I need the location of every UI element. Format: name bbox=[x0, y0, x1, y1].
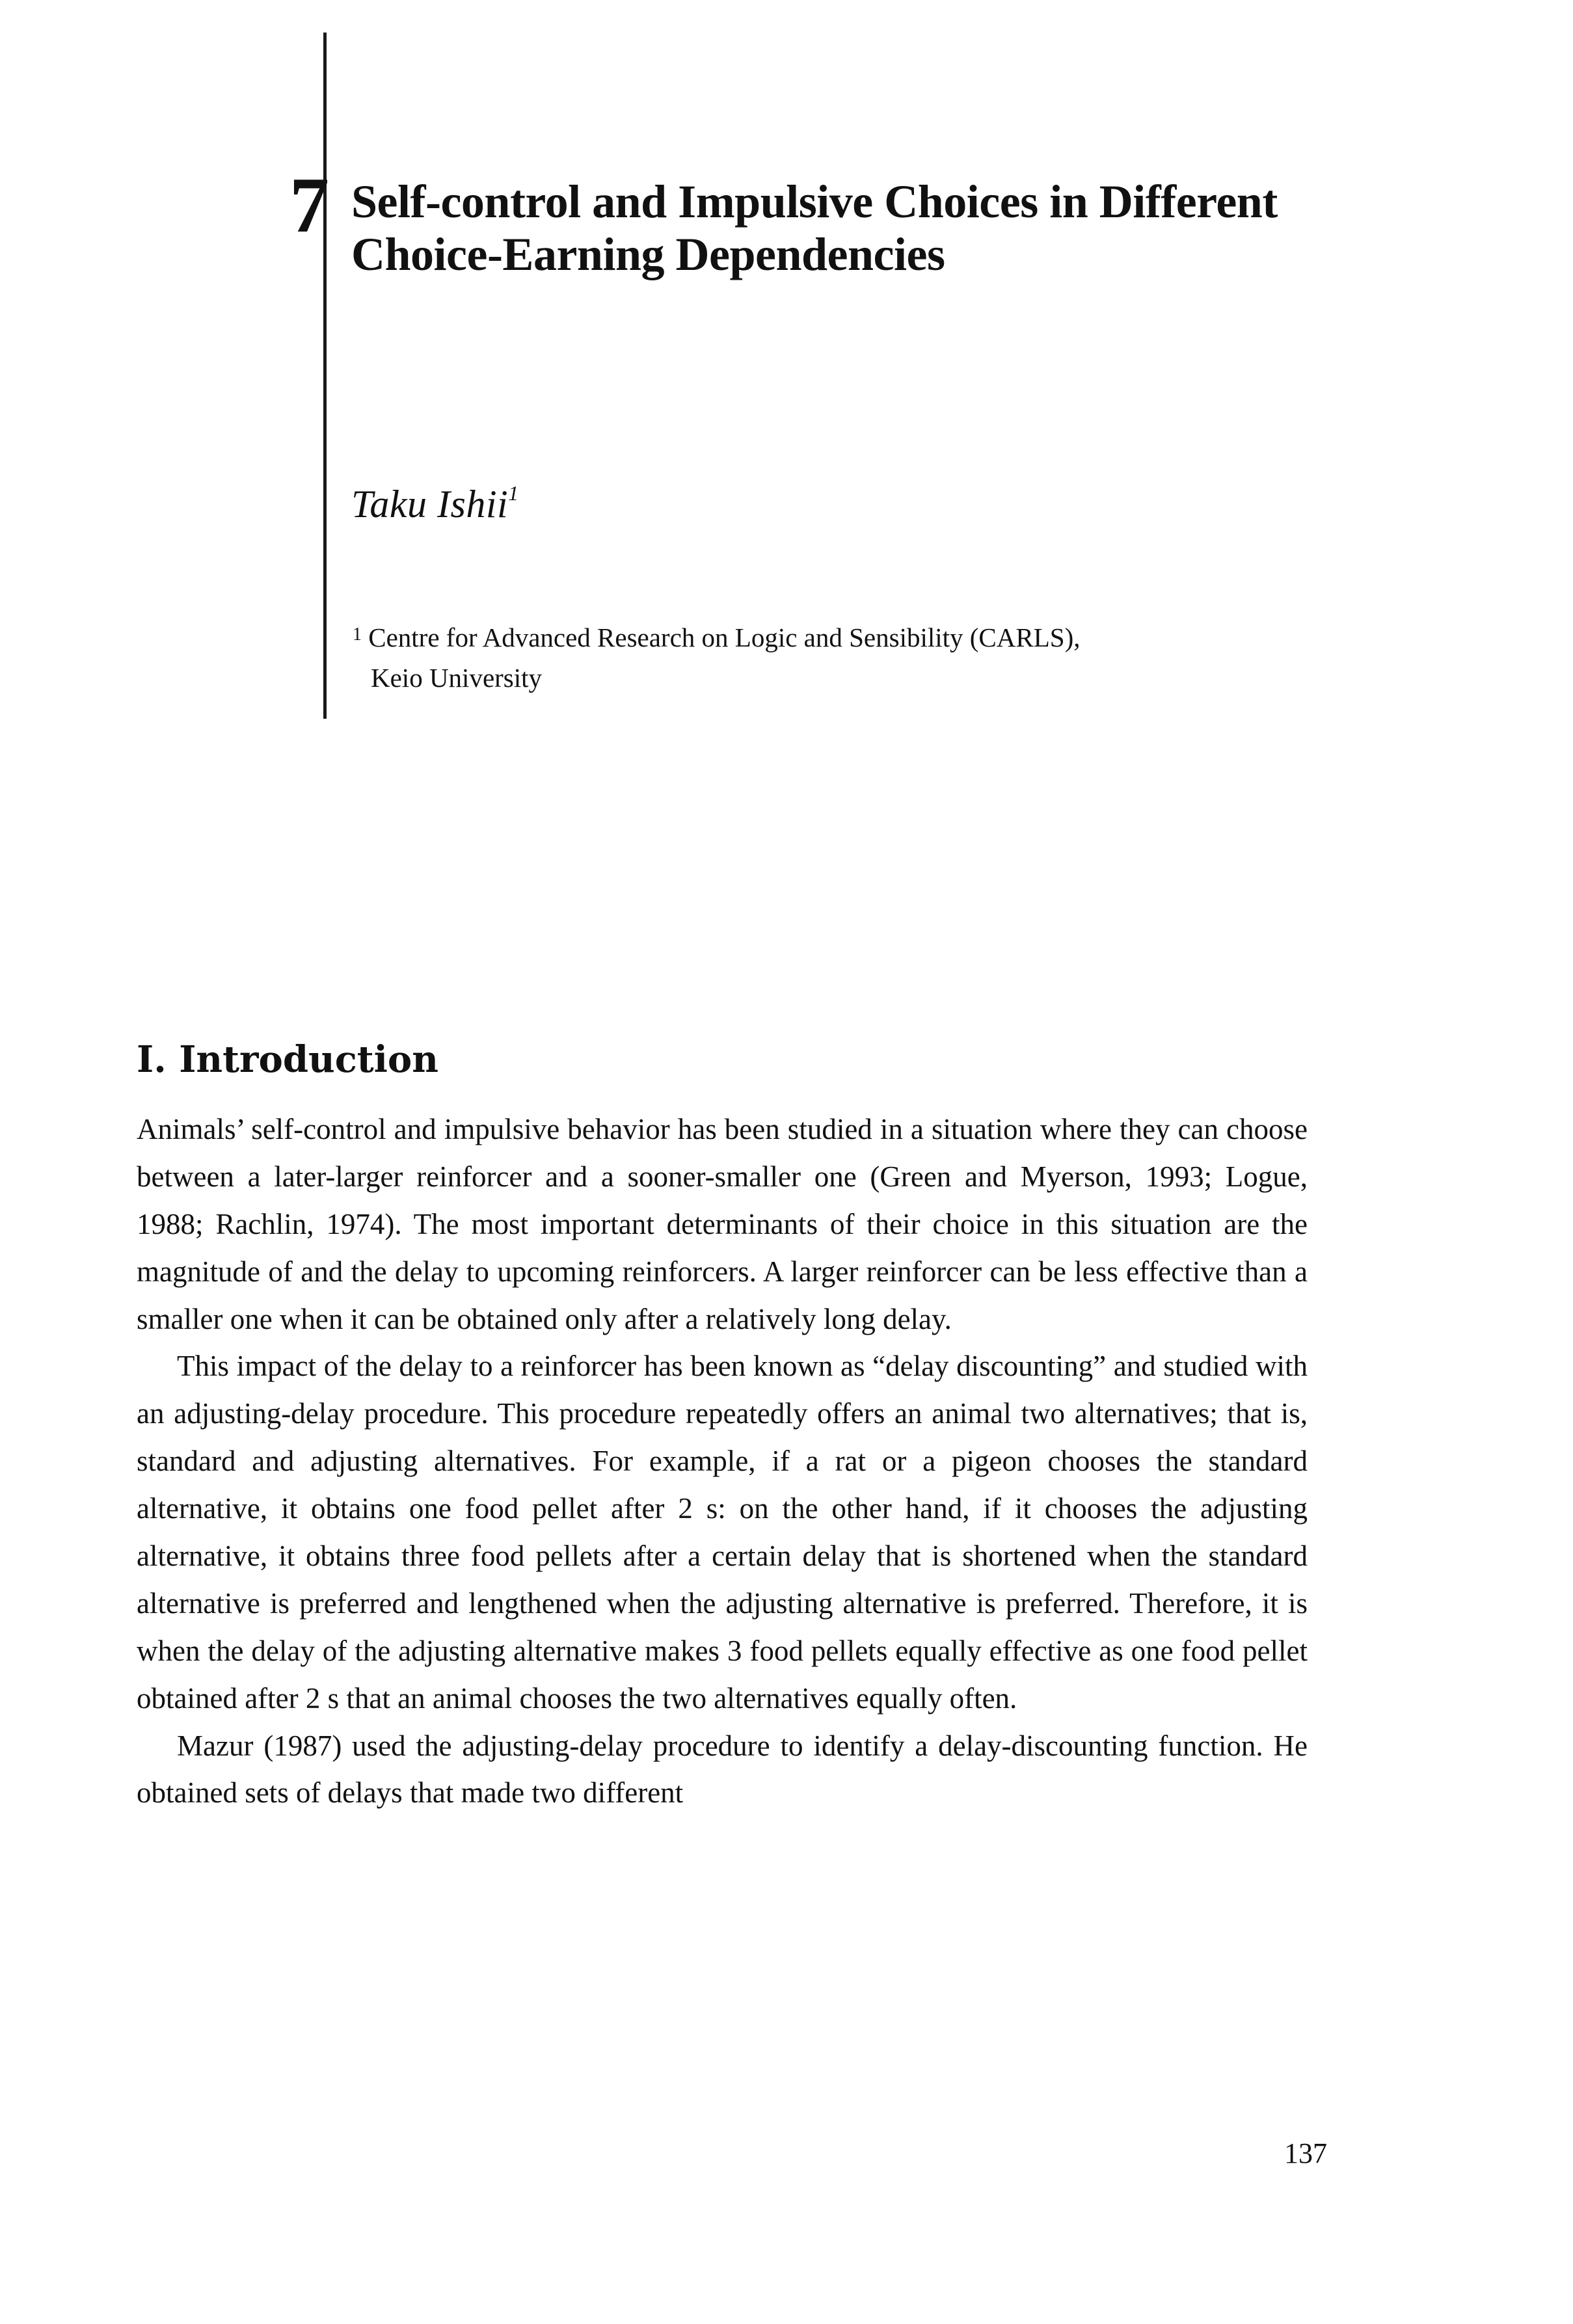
chapter-number: 7 bbox=[289, 161, 328, 249]
affiliation-line-2: Keio University bbox=[371, 662, 543, 693]
chapter-affiliation bbox=[353, 618, 1341, 698]
section-heading-introduction: I. Introduction bbox=[137, 1038, 438, 1082]
body-text bbox=[137, 1106, 1308, 1817]
chapter-vertical-rule bbox=[323, 33, 327, 719]
chapter-author bbox=[351, 481, 519, 527]
paragraph-3: Mazur (1987) used the adjusting-delay procedure to identify a delay-discounting function. He obtained sets of delays that made two different bbox=[137, 1729, 1308, 1810]
chapter-header bbox=[137, 26, 1360, 715]
author-footnote-mark: 1 bbox=[508, 481, 519, 505]
paragraph-2: This impact of the delay to a reinforcer has been known as “delay discounting” and studied with an adjusting-delay procedure. This procedure repeatedly offers an animal two alternatives; that is, standard and adjusting alternatives. For example, if a rat or a pigeon chooses the standard alternative, it obtains one food pellet after 2 s: on the other hand, if it chooses the adjusting alternative, it obtains three food pellets after a certain delay that is shortened when the standard alternative is preferred and lengthened when the adjusting alternative is preferred. Therefore, it is when the delay of the adjusting alternative makes 3 food pellets equally effective as one food pellet obtained after 2 s that an animal chooses the two alternatives equally often. bbox=[137, 1350, 1308, 1715]
affiliation-footnote-mark: 1 bbox=[353, 624, 362, 645]
paragraph-1: Animals’ self-control and impulsive behavior has been studied in a situation where they can choose between a later-larger reinforcer and a sooner-smaller one (Green and Myerson, 1993; Logue, 1988; Rachlin, 1974). The most important determinants of their choice in this situation are the magnitude of and the delay to upcoming reinforcers. A larger reinforcer can be less effective than a smaller one when it can be obtained only after a relatively long delay. bbox=[137, 1113, 1308, 1335]
page-number: 137 bbox=[1284, 2137, 1327, 2169]
affiliation-line-1: Centre for Advanced Research on Logic and Sensibility (CARLS), bbox=[368, 622, 1081, 652]
author-name: Taku Ishii bbox=[351, 483, 509, 526]
page-content bbox=[137, 0, 1360, 2324]
chapter-title: Self-control and Impulsive Choices in Different Choice-Earning Dependencies bbox=[351, 176, 1278, 280]
